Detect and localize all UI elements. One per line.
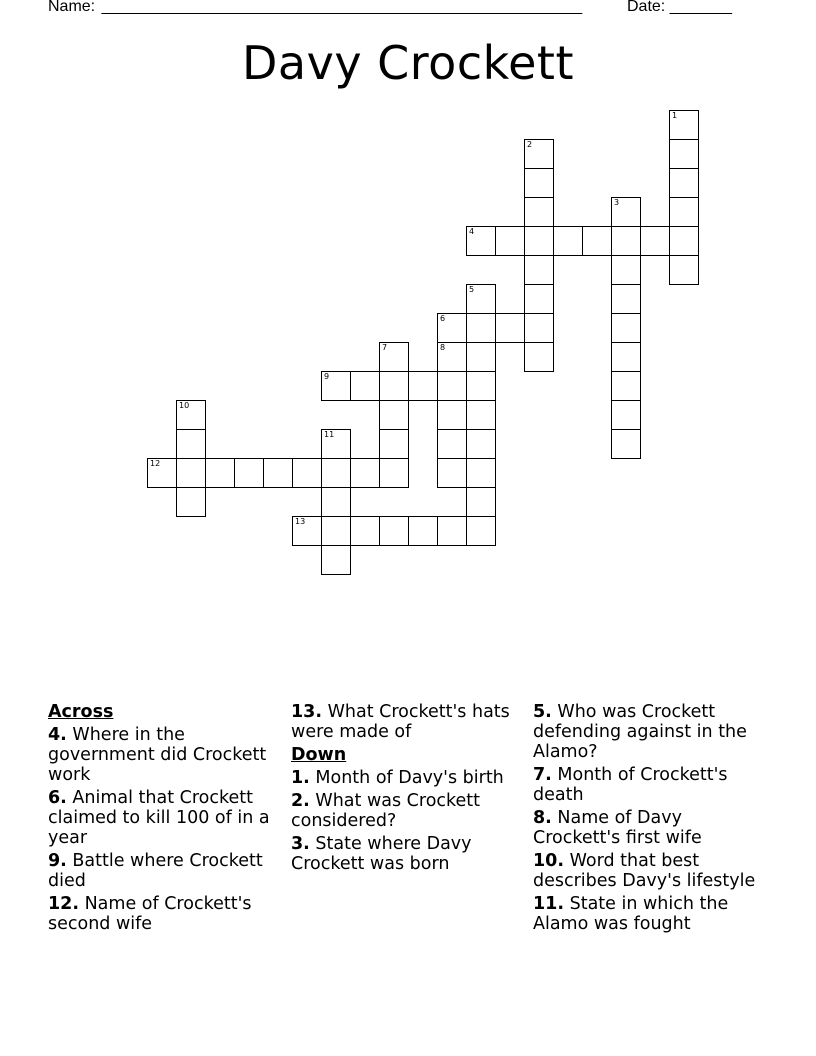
crossword-cell[interactable] [466, 400, 496, 430]
cell-number: 9 [324, 372, 330, 381]
crossword-cell[interactable] [524, 139, 554, 169]
crossword-cell[interactable] [292, 458, 322, 488]
crossword-cell[interactable] [321, 487, 351, 517]
clue-across-6 [48, 788, 288, 848]
clue-number: 1. [291, 768, 310, 788]
crossword-cell[interactable] [611, 197, 641, 227]
crossword-cell[interactable] [321, 545, 351, 575]
cell-number: 7 [382, 343, 388, 352]
crossword-cell[interactable] [524, 226, 554, 256]
crossword-cell[interactable] [350, 371, 380, 401]
clue-text: Month of Crockett's death [533, 765, 728, 805]
crossword-cell[interactable] [611, 400, 641, 430]
across-heading: Across [48, 702, 114, 722]
clue-number: 12. [48, 894, 80, 914]
crossword-cell[interactable] [466, 429, 496, 459]
crossword-cell[interactable] [669, 197, 699, 227]
cell-number: 4 [469, 227, 475, 236]
date-blank[interactable]: _______ [669, 0, 732, 15]
crossword-cell[interactable] [582, 226, 612, 256]
clues-column-3 [533, 702, 773, 937]
crossword-cell[interactable] [147, 458, 177, 488]
crossword-cell[interactable] [524, 197, 554, 227]
clue-across-9 [48, 851, 288, 891]
crossword-cell[interactable] [669, 139, 699, 169]
clue-number: 5. [533, 702, 552, 722]
clue-number: 2. [291, 791, 310, 811]
clue-number: 4. [48, 725, 67, 745]
crossword-cell[interactable] [466, 371, 496, 401]
crossword-cell[interactable] [611, 313, 641, 343]
clue-text: What was Crockett considered? [291, 791, 481, 831]
crossword-cell[interactable] [176, 400, 206, 430]
crossword-cell[interactable] [524, 313, 554, 343]
cell-number: 6 [440, 314, 446, 323]
crossword-cell[interactable] [437, 516, 467, 546]
crossword-cell[interactable] [437, 371, 467, 401]
clue-text: Name of Davy Crockett's first wife [533, 808, 702, 848]
crossword-cell[interactable] [466, 487, 496, 517]
crossword-cell[interactable] [350, 458, 380, 488]
crossword-cell[interactable] [640, 226, 670, 256]
crossword-cell[interactable] [611, 342, 641, 372]
clue-number: 6. [48, 788, 67, 808]
crossword-cell[interactable] [437, 429, 467, 459]
clue-down-10 [533, 851, 773, 891]
crossword-cell[interactable] [466, 313, 496, 343]
crossword-cell[interactable] [553, 226, 583, 256]
clue-down-7 [533, 765, 773, 805]
crossword-cell[interactable] [263, 458, 293, 488]
clue-number: 9. [48, 851, 67, 871]
crossword-cell[interactable] [234, 458, 264, 488]
clue-text: Who was Crockett defending against in the Alamo? [533, 702, 747, 762]
clue-down-3 [291, 834, 531, 874]
crossword-cell[interactable] [495, 226, 525, 256]
crossword-cell[interactable] [466, 226, 496, 256]
crossword-cell[interactable] [466, 342, 496, 372]
crossword-cell[interactable] [292, 516, 322, 546]
clue-down-2 [291, 791, 531, 831]
clue-text: Animal that Crockett claimed to kill 100 of in a year [48, 788, 270, 848]
crossword-cell[interactable] [205, 458, 235, 488]
crossword-cell[interactable] [437, 313, 467, 343]
crossword-cell[interactable] [379, 458, 409, 488]
crossword-cell[interactable] [379, 371, 409, 401]
crossword-cell[interactable] [437, 458, 467, 488]
crossword-cell[interactable] [611, 371, 641, 401]
cell-number: 13 [295, 517, 306, 526]
clue-number: 8. [533, 808, 552, 828]
clue-number: 11. [533, 894, 565, 914]
crossword-cell[interactable] [466, 284, 496, 314]
crossword-cell[interactable] [379, 429, 409, 459]
cell-number: 8 [440, 343, 446, 352]
clue-down-5 [533, 702, 773, 762]
clue-text: Where in the government did Crockett work [48, 725, 267, 785]
cell-number: 3 [614, 198, 620, 207]
crossword-cell[interactable] [437, 400, 467, 430]
crossword-cell[interactable] [524, 168, 554, 198]
name-label: Name: [48, 0, 96, 15]
crossword-cell[interactable] [669, 110, 699, 140]
crossword-cell[interactable] [379, 342, 409, 372]
clue-text: Word that best describes Davy's lifestyle [533, 851, 756, 891]
name-blank[interactable]: ______________________________________________________ [101, 0, 583, 15]
crossword-cell[interactable] [321, 429, 351, 459]
crossword-cell[interactable] [466, 516, 496, 546]
cell-number: 2 [527, 140, 533, 149]
clue-number: 3. [291, 834, 310, 854]
clue-text: Month of Davy's birth [315, 768, 504, 788]
crossword-cell[interactable] [524, 342, 554, 372]
crossword-cell[interactable] [611, 284, 641, 314]
cell-number: 11 [324, 430, 335, 439]
clue-down-8 [533, 808, 773, 848]
clue-text: Name of Crockett's second wife [48, 894, 252, 934]
clue-down-1 [291, 768, 531, 788]
crossword-cell[interactable] [176, 487, 206, 517]
crossword-cell[interactable] [176, 429, 206, 459]
cell-number: 1 [672, 111, 678, 120]
clue-text: What Crockett's hats were made of [291, 702, 510, 742]
page-title: Davy Crockett [241, 36, 574, 90]
crossword-cell[interactable] [466, 458, 496, 488]
crossword-cell[interactable] [611, 429, 641, 459]
crossword-cell[interactable] [524, 284, 554, 314]
clue-text: State where Davy Crockett was born [291, 834, 472, 874]
cell-number: 5 [469, 285, 475, 294]
crossword-cell[interactable] [495, 313, 525, 343]
crossword-cell[interactable] [321, 516, 351, 546]
crossword-cell[interactable] [379, 400, 409, 430]
clues-column-2 [291, 702, 531, 877]
crossword-cell[interactable] [350, 516, 380, 546]
crossword-cell[interactable] [408, 371, 438, 401]
crossword-cell[interactable] [321, 458, 351, 488]
clue-across-4 [48, 725, 288, 785]
crossword-cell[interactable] [669, 168, 699, 198]
clue-text: State in which the Alamo was fought [533, 894, 729, 934]
clue-number: 7. [533, 765, 552, 785]
crossword-cell[interactable] [669, 255, 699, 285]
crossword-cell[interactable] [437, 342, 467, 372]
clues-column-1 [48, 702, 288, 937]
clue-text: Battle where Crockett died [48, 851, 263, 891]
clue-across-13 [291, 702, 531, 742]
cell-number: 12 [150, 459, 161, 468]
date-label: Date: [627, 0, 666, 15]
crossword-cell[interactable] [669, 226, 699, 256]
crossword-cell[interactable] [321, 371, 351, 401]
crossword-cell[interactable] [176, 458, 206, 488]
clue-down-11 [533, 894, 773, 934]
cell-number: 10 [179, 401, 190, 410]
crossword-cell[interactable] [379, 516, 409, 546]
clue-across-12 [48, 894, 288, 934]
crossword-cell[interactable] [611, 226, 641, 256]
clue-number: 10. [533, 851, 565, 871]
clue-number: 13. [291, 702, 323, 722]
crossword-cell[interactable] [524, 255, 554, 285]
crossword-cell[interactable] [408, 516, 438, 546]
crossword-cell[interactable] [611, 255, 641, 285]
down-heading: Down [291, 745, 347, 765]
